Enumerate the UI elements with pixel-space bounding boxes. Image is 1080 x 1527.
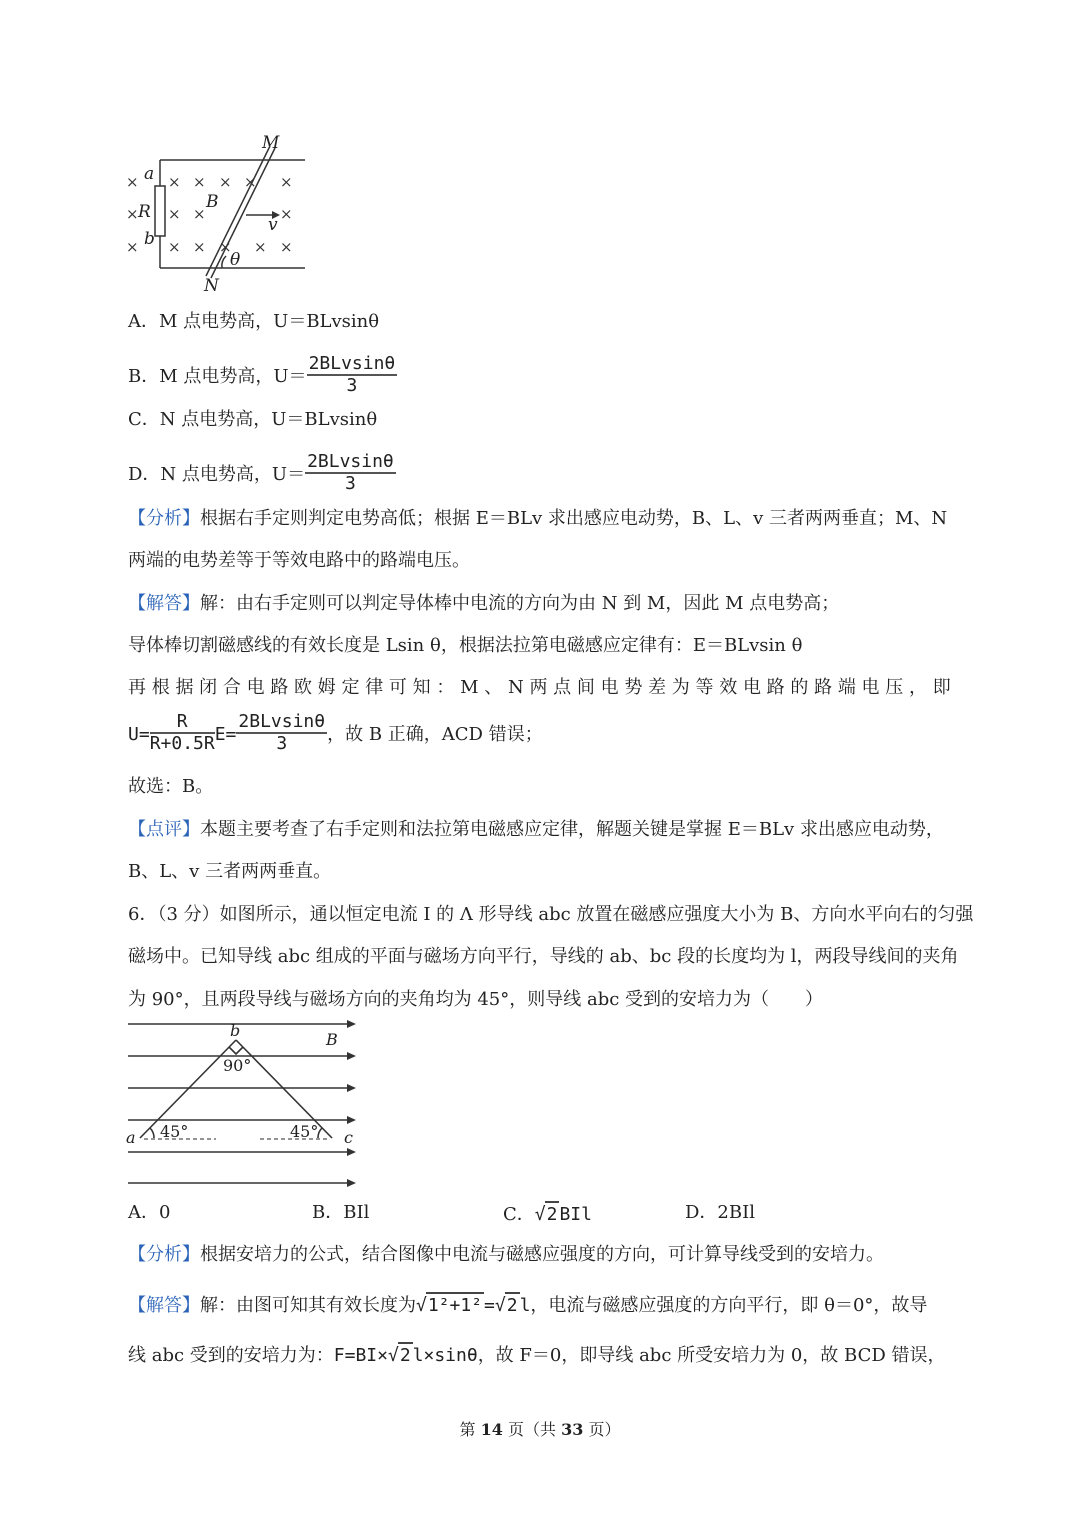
sqrt-radicand: 2 <box>505 1292 520 1318</box>
choice-c-formula: √2 BIl <box>535 1204 592 1225</box>
q6-choice-b: B．BIl <box>312 1202 370 1223</box>
cross-mark: × <box>219 238 232 256</box>
equals-sign: = <box>484 1295 495 1316</box>
analysis-text: 根据安培力的公式，结合图像中电流与磁感应强度的方向，可计算导线受到的安培力。 <box>200 1244 884 1265</box>
figure-rails-circuit <box>118 128 318 298</box>
denominator: R+0.5R <box>149 733 215 754</box>
label-theta: θ <box>230 250 241 270</box>
numerator: 2BLvsinθ <box>238 711 326 732</box>
fraction-r <box>150 712 215 754</box>
force-formula: F=BI×√2 l×sinθ <box>334 1345 478 1366</box>
answer-text: 解：由右手定则可以判定导体棒中电流的方向为由 N 到 M，因此 M 点电势高； <box>200 593 840 614</box>
option-c: C．N 点电势高，U＝BLvsinθ <box>128 409 378 430</box>
cross-mark: × <box>193 238 206 256</box>
label-angle-45-left: 45° <box>160 1122 189 1141</box>
answer-tag: 【解答】 <box>128 593 200 614</box>
footer-prefix: 第 <box>459 1420 481 1439</box>
option-a: A．M 点电势高，U＝BLvsinθ <box>128 311 380 332</box>
label-b: b <box>230 1021 241 1040</box>
comment-line-2: B、L、v 三者两两垂直。 <box>128 861 332 882</box>
denominator: 3 <box>276 733 288 754</box>
label-angle-90: 90° <box>223 1056 252 1075</box>
option-d-fraction <box>305 452 396 494</box>
comment-tag: 【点评】 <box>128 819 200 840</box>
q6-stem-1: 6．（3 分）如图所示，通以恒定电流 I 的 Λ 形导线 abc 放置在磁感应强度大小为 B、方向水平向右的匀强 <box>128 904 974 925</box>
q6-choice-d: D．2BIl <box>685 1202 755 1223</box>
label-R: R <box>138 202 151 222</box>
footer-mid: 页（共 <box>502 1420 562 1439</box>
label-N: N <box>204 276 219 296</box>
page-footer <box>0 1417 1080 1440</box>
label-a: a <box>144 164 155 184</box>
answer-tag: 【解答】 <box>128 1295 200 1316</box>
fraction-emf <box>236 712 327 754</box>
option-b-prefix: B．M 点电势高，U＝ <box>128 366 307 387</box>
total-pages: 33 <box>561 1420 584 1439</box>
label-c: c <box>344 1128 353 1147</box>
analysis-line-1 <box>128 507 947 531</box>
answer-line-4 <box>128 711 543 756</box>
label-v: v <box>268 215 278 235</box>
sqrt-radicand: 2 <box>545 1201 560 1227</box>
label-b: b <box>144 229 155 249</box>
option-d <box>128 451 396 496</box>
cross-mark: × <box>168 173 181 191</box>
current-page: 14 <box>480 1420 503 1439</box>
denominator: 3 <box>346 375 358 396</box>
cross-mark: × <box>193 173 206 191</box>
answer-line-3: 再 根 据 闭 合 电 路 欧 姆 定 律 可 知 ： M 、 N 两 点 间 电 势 差 为 等 效 电 路 的 路 端 电 压 ， 即 <box>128 677 951 698</box>
q6-choice-c <box>503 1201 592 1227</box>
cross-mark: × <box>126 173 139 191</box>
cross-mark: × <box>280 238 293 256</box>
formula-e: E= <box>214 724 237 745</box>
q6-answer-line-1 <box>128 1292 927 1318</box>
cross-mark: × <box>254 238 267 256</box>
cross-mark: × <box>126 205 139 223</box>
analysis-text: 根据右手定则判定电势高低；根据 E＝BLv 求出感应电动势，B、L、v 三者两两垂直；M、N <box>200 508 948 529</box>
choice-c-prefix: C． <box>503 1204 535 1225</box>
length-l: l <box>519 1295 531 1316</box>
answer-conclusion: ，故 B 正确，ACD 错误； <box>327 724 543 745</box>
answer-text: 线 abc 受到的安培力为： <box>128 1345 334 1366</box>
analysis-tag: 【分析】 <box>128 508 200 529</box>
analysis-line-2: 两端的电势差等于等效电路中的路端电压。 <box>128 550 470 571</box>
cross-mark: × <box>280 173 293 191</box>
cross-mark: × <box>219 173 232 191</box>
sqrt-radicand: 1²+1² <box>426 1292 484 1318</box>
cross-mark: × <box>244 173 257 191</box>
answer-text-cont: ，电流与磁感应强度的方向平行，即 θ＝0°，故导 <box>530 1295 928 1316</box>
figure-wire-field <box>118 1018 368 1188</box>
sqrt-radicand: 2 <box>398 1342 413 1368</box>
force-formula-end: l×sinθ <box>412 1345 478 1366</box>
numerator: R <box>176 711 188 732</box>
answer-line-5: 故选：B。 <box>128 776 214 797</box>
formula-u: U= <box>128 724 150 745</box>
answer-line-2: 导体棒切割磁感线的有效长度是 Lsin θ，根据法拉第电磁感应定律有：E＝BLvsin θ <box>128 635 803 656</box>
comment-text: 本题主要考查了右手定则和法拉第电磁感应定律，解题关键是掌握 E＝BLv 求出感应电动势， <box>200 819 944 840</box>
option-b-fraction <box>307 354 398 396</box>
cross-mark: × <box>126 238 139 256</box>
option-d-prefix: D．N 点电势高，U＝ <box>128 464 306 485</box>
cross-mark: × <box>280 205 293 223</box>
q6-analysis <box>128 1243 884 1267</box>
denominator: 3 <box>345 473 356 494</box>
comment-line-1 <box>128 818 944 842</box>
numerator: 2BLvsinθ <box>308 353 396 374</box>
cross-mark: × <box>193 205 206 223</box>
q6-choice-a: A．0 <box>128 1202 171 1223</box>
label-a: a <box>126 1128 136 1147</box>
footer-suffix: 页） <box>583 1420 621 1439</box>
label-field-B: B <box>326 1030 338 1049</box>
answer-text: 解：由图可知其有效长度为 <box>200 1295 416 1316</box>
q6-answer-line-2 <box>128 1342 946 1368</box>
choice-c-tail: BIl <box>559 1204 592 1225</box>
option-b <box>128 353 397 398</box>
analysis-tag: 【分析】 <box>128 1244 200 1265</box>
force-formula-start: F=BI× <box>333 1345 388 1366</box>
q6-stem-2: 磁场中。已知导线 abc 组成的平面与磁场方向平行，导线的 ab、bc 段的长度均为 l，两段导线间的夹角 <box>128 946 959 967</box>
label-angle-45-right: 45° <box>290 1122 319 1141</box>
cross-mark: × <box>168 238 181 256</box>
answer-text-cont: ，故 F＝0，即导线 abc 所受安培力为 0，故 BCD 错误， <box>477 1345 946 1366</box>
numerator: 2BLvsinθ <box>307 451 394 472</box>
q6-stem-3: 为 90°，且两段导线与磁场方向的夹角均为 45°，则导线 abc 受到的安培力为（ ） <box>128 989 824 1010</box>
label-B: B <box>206 192 219 212</box>
effective-length-formula: √1²+1² =√2 l <box>416 1295 530 1316</box>
answer-line-1 <box>128 592 839 616</box>
cross-mark: × <box>168 205 181 223</box>
label-M: M <box>262 133 280 153</box>
